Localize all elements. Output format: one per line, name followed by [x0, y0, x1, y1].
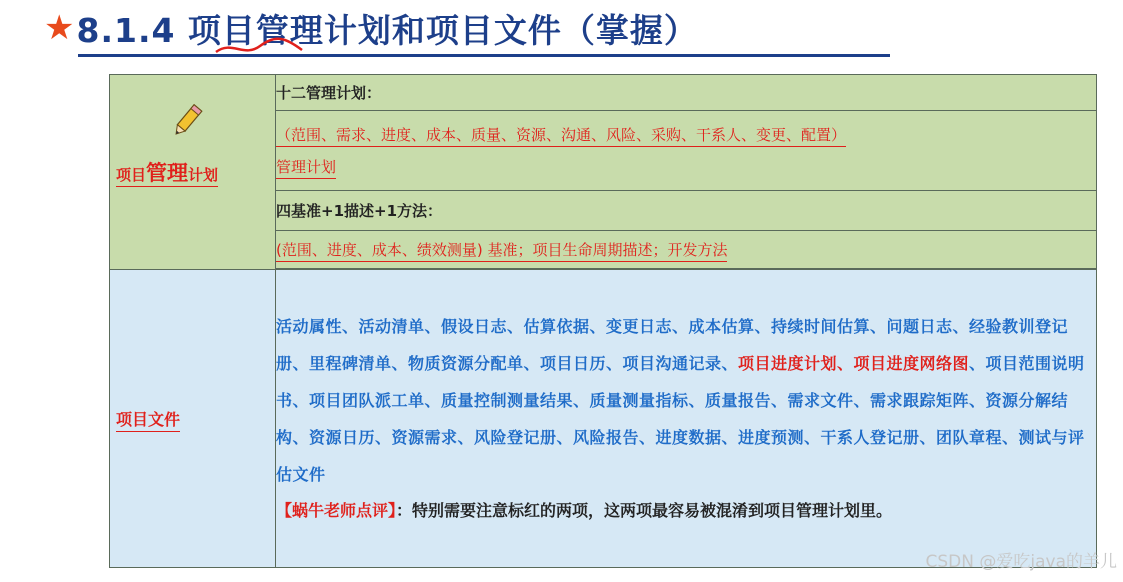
title-underline: [78, 54, 890, 57]
plan-row-2: （范围、需求、进度、成本、质量、资源、沟通、风险、采购、干系人、变更、配置） 管理计划: [276, 111, 1097, 191]
section-header: [44, 4, 698, 52]
plan-label: 项目管理计划: [116, 161, 219, 185]
files-list: 活动属性、活动清单、假设日志、估算依据、变更日志、成本估算、持续时间估算、问题日志、经验教训登记册、里程碑清单、物质资源分配单、项目日历、项目沟通记录、项目进度计划、项目进度网络图、项目范围说明书、项目团队派工单、质量控制测量结果、质量测量指标、质量报告、需求文件、需求跟踪矩阵、资源分解结构、资源日历、资源需求、风险登记册、风险报告、进度数据、进度预测、干系人登记册、团队章程、测试与评估文件: [276, 317, 1085, 484]
note-label: 【蜗牛老师点评】: [276, 501, 397, 520]
files-label-cell: [110, 270, 276, 568]
plan-row-4: (范围、进度、成本、绩效测量) 基准；项目生命周期描述；开发方法: [276, 231, 1097, 269]
files-highlight: 项目进度计划、项目进度网络图: [738, 354, 970, 373]
star-icon: ★: [44, 8, 75, 48]
plan-row-1: 十二管理计划：: [276, 75, 1097, 111]
page-title: 8.1.4 项目管理计划和项目文件（掌握）: [76, 10, 698, 50]
csdn-watermark: CSDN @爱吃java的羊儿: [925, 552, 1117, 572]
plan-label-cell: [110, 75, 276, 270]
plan-files-table: [109, 74, 1097, 568]
plan-row-3: 四基准+1描述+1方法：: [276, 191, 1097, 231]
files-label: 项目文件: [116, 410, 180, 432]
files-content-cell: [276, 270, 1097, 568]
teacher-note: 【蜗牛老师点评】：特别需要注意标红的两项，这两项最容易被混淆到项目管理计划里。: [276, 501, 893, 520]
pencil-icon: [167, 101, 207, 141]
